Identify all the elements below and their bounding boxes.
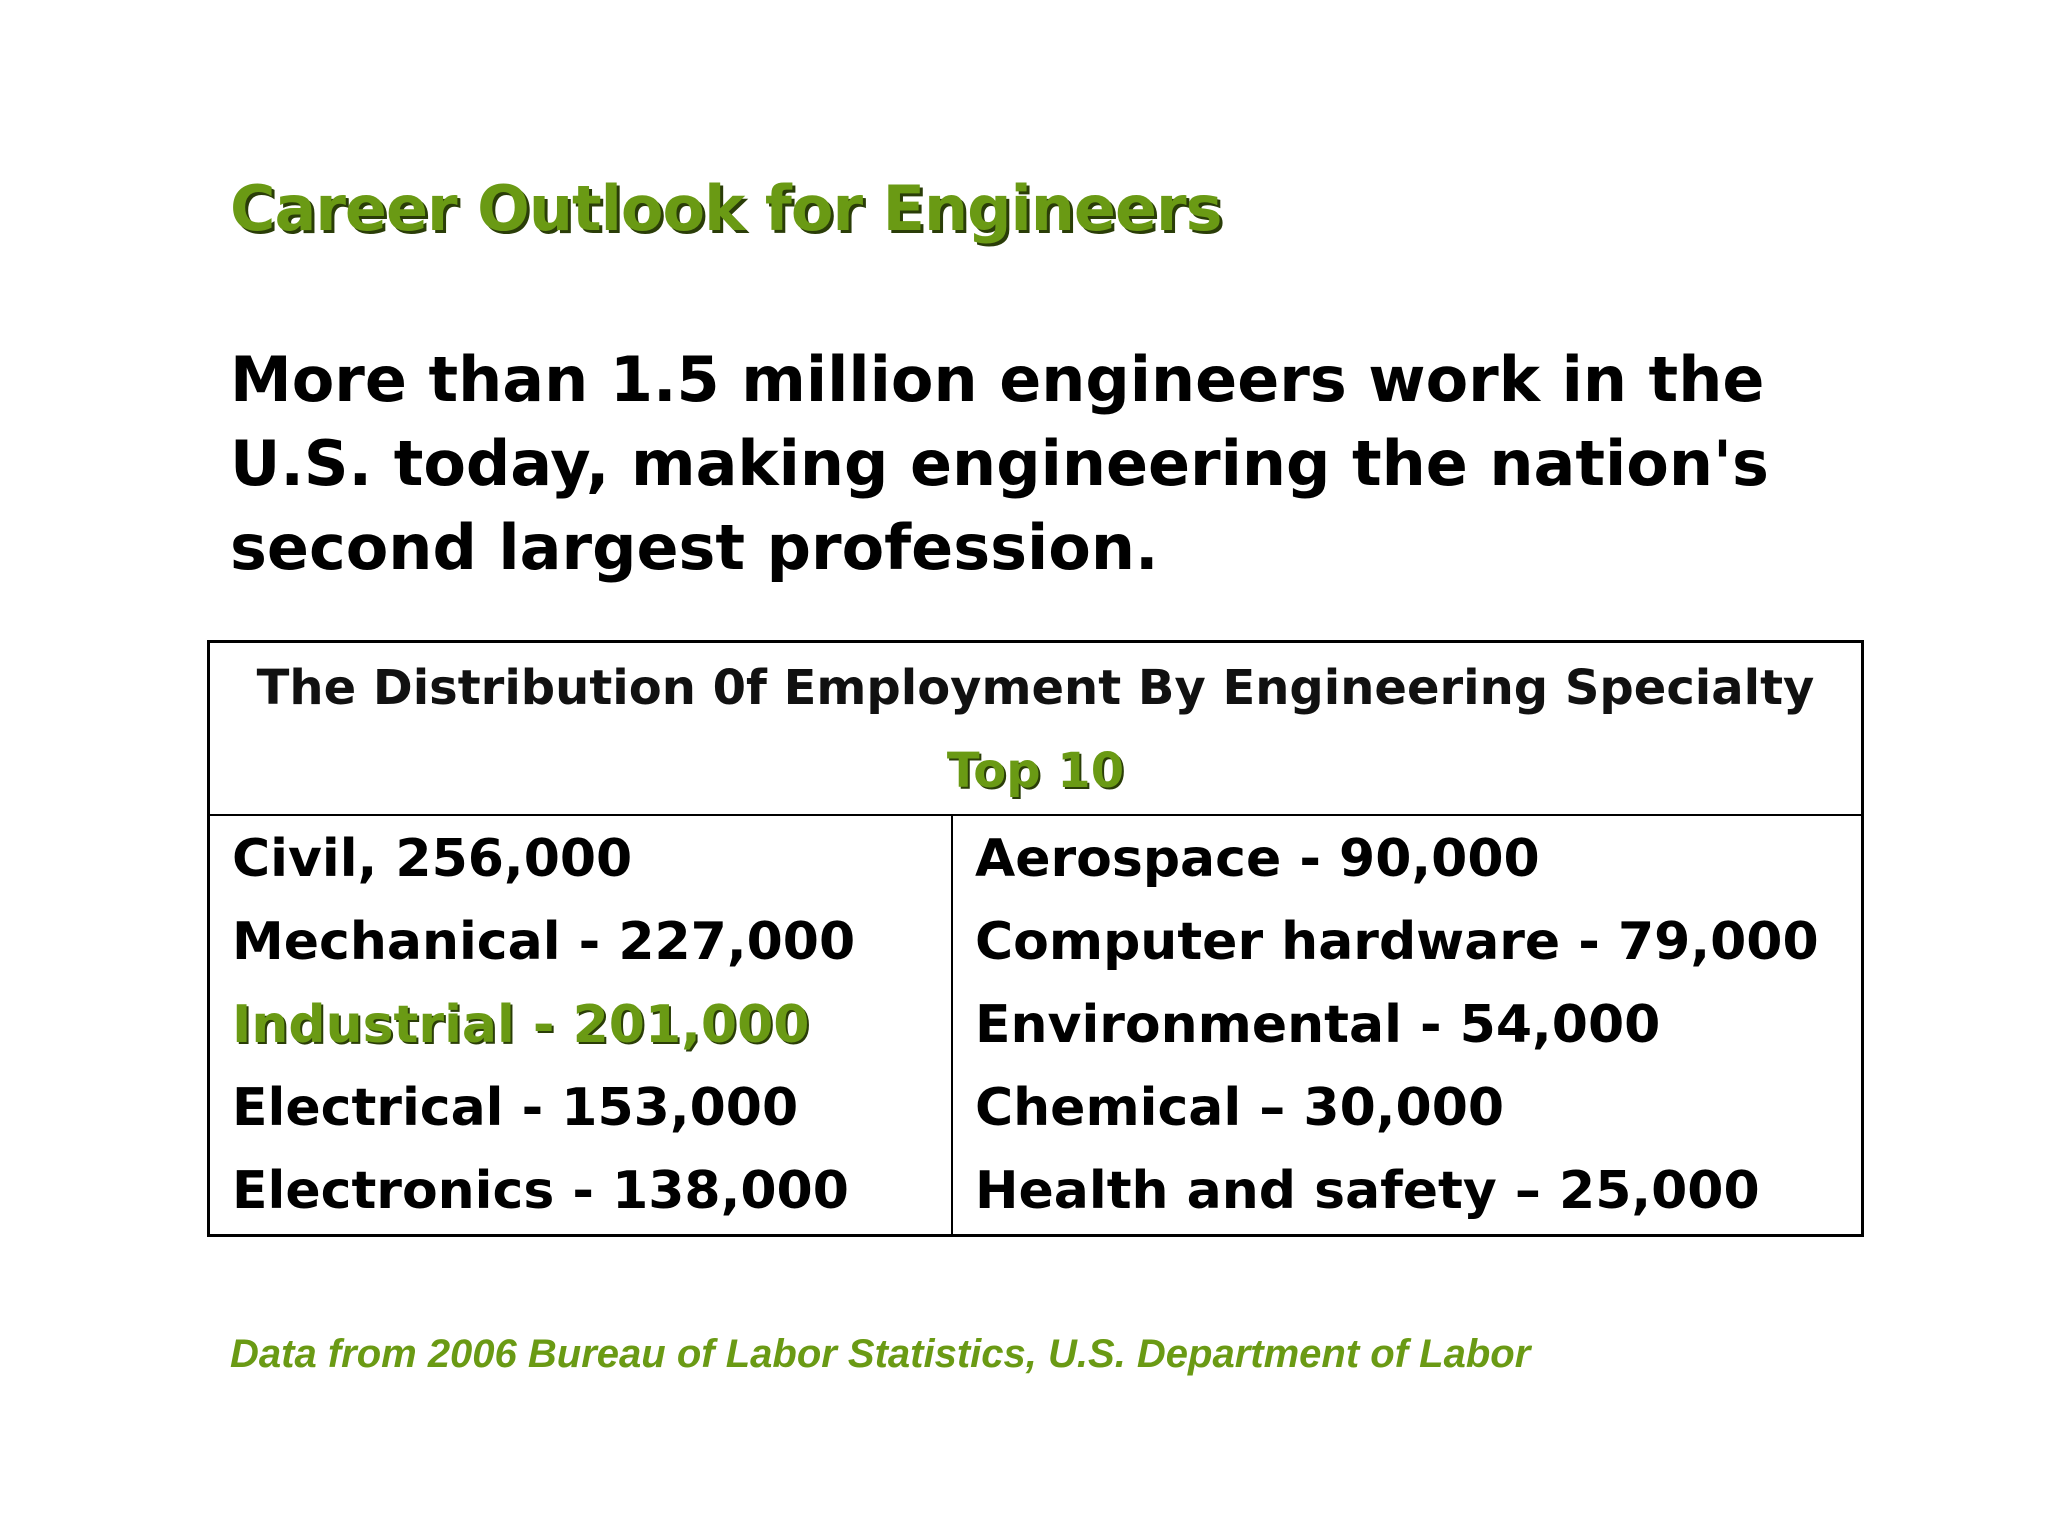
table-row-chemical: Chemical – 30,000 [975, 1078, 1505, 1138]
source-citation: Data from 2006 Bureau of Labor Statistics, U.S. Department of Labor [230, 1332, 1531, 1376]
employment-table [207, 640, 1864, 1237]
table-column-right [953, 816, 1861, 1234]
table-header [210, 643, 1861, 816]
table-row-mechanical: Mechanical - 227,000 [232, 912, 856, 972]
table-column-left [210, 816, 953, 1234]
table-row-health-safety: Health and safety – 25,000 [975, 1161, 1760, 1221]
table-row-electronics: Electronics - 138,000 [232, 1161, 849, 1221]
table-row-computer-hardware: Computer hardware - 79,000 [975, 912, 1819, 972]
lead-paragraph: More than 1.5 million engineers work in the U.S. today, making engineering the nation's second largest profession. [230, 343, 1769, 584]
table-subcaption: Top 10 [946, 743, 1125, 799]
table-row-civil: Civil, 256,000 [232, 829, 633, 889]
table-row-aerospace: Aerospace - 90,000 [975, 829, 1540, 889]
table-row-environmental: Environmental - 54,000 [975, 995, 1661, 1055]
slide-title: Career Outlook for Engineers [230, 172, 1222, 245]
table-row-electrical: Electrical - 153,000 [232, 1078, 799, 1138]
table-caption: The Distribution 0f Employment By Engineering Specialty [256, 660, 1815, 716]
table-row-industrial: Industrial - 201,000 [232, 995, 810, 1055]
